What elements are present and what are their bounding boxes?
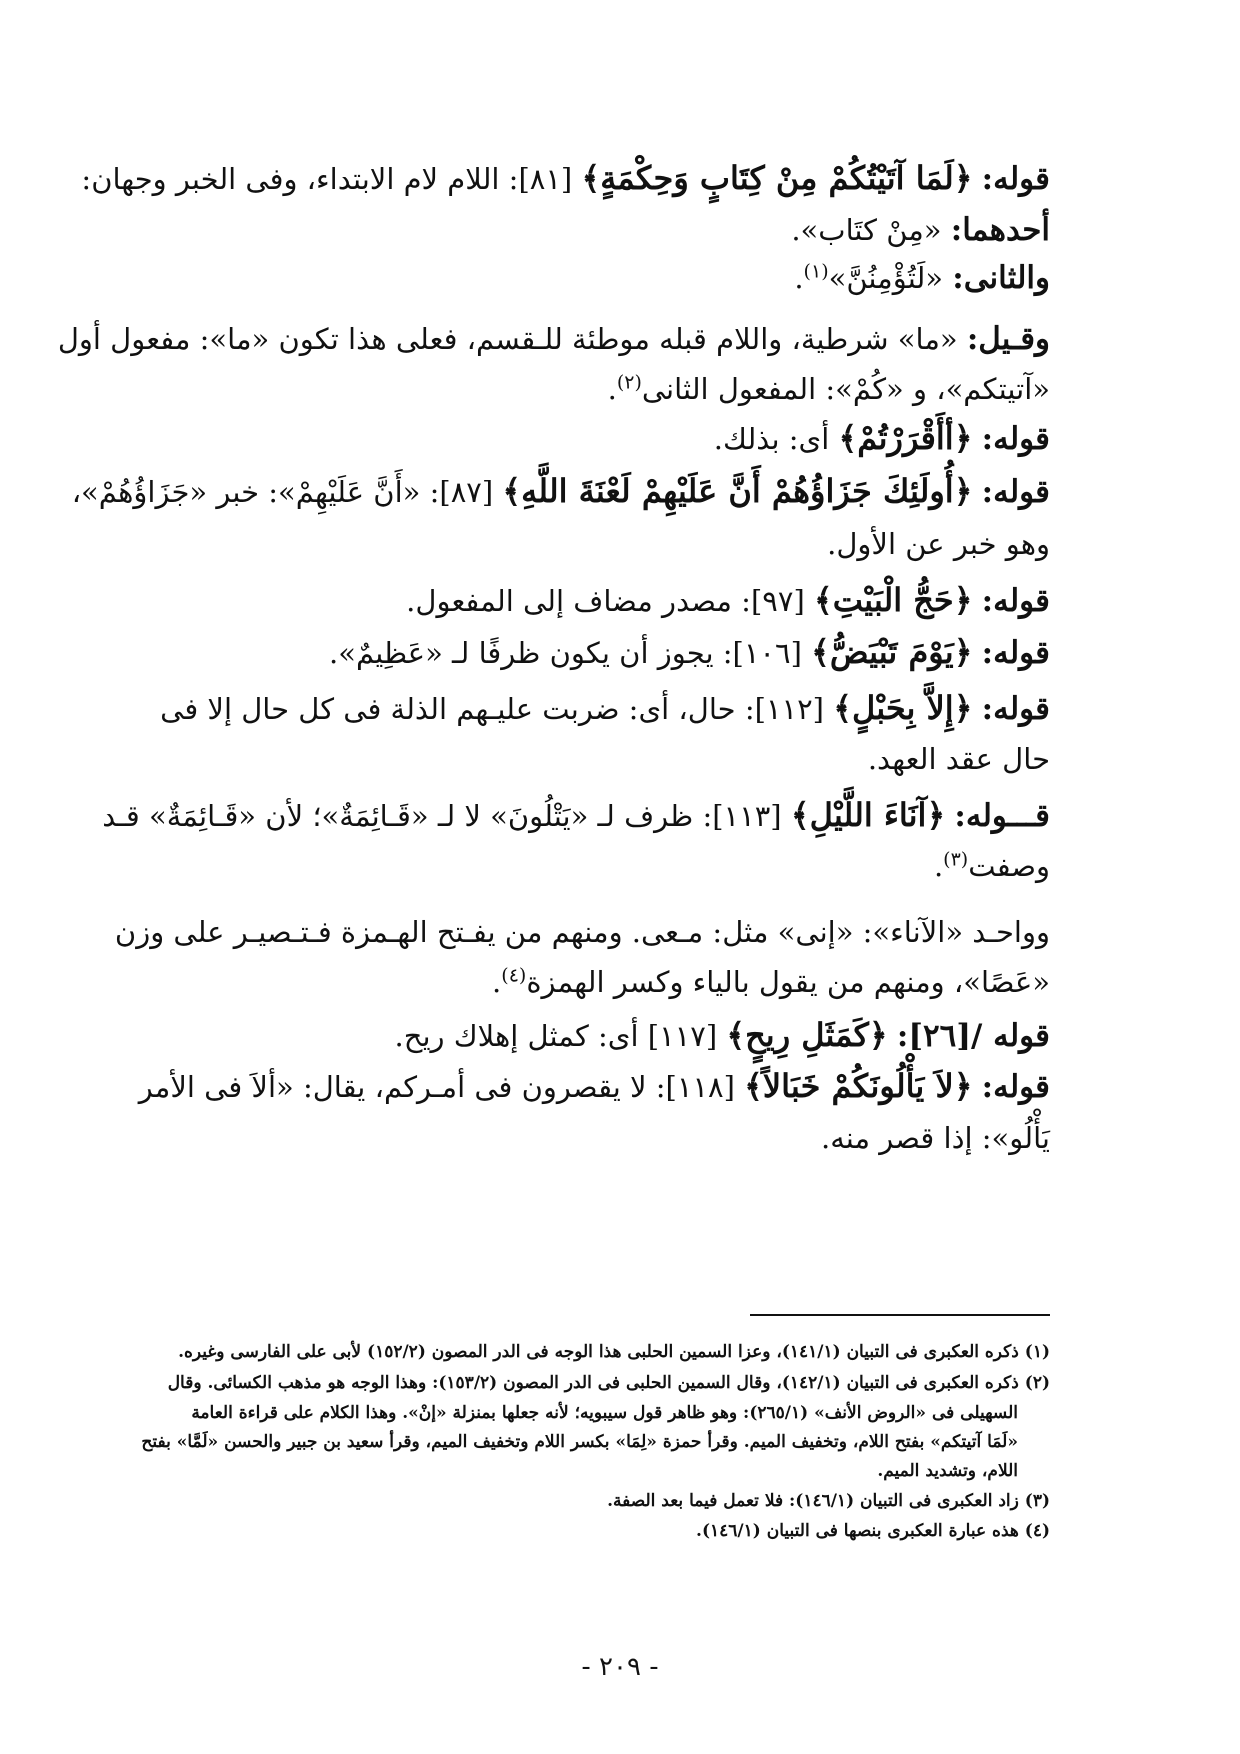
text-line-10: قوله: ﴿يَوْمَ تَبْيَضُّ﴾ [١٠٦]: يجوز أن يكون ظرفًا لـ «عَظِيمٌ».: [328, 633, 1050, 671]
quran-verse: ﴿لاَ يَأْلُونَكُمْ خَبَالاً﴾: [744, 1067, 973, 1105]
page-number: - ٢٠٩ -: [581, 1652, 659, 1682]
text-line-1: قوله: ﴿لَمَا آتَيْتُكُمْ مِنْ كِتَابٍ وَحِكْمَةٍ﴾ [٨١]: اللام لام الابتداء، وفى الخبر وجهان:: [81, 159, 1050, 197]
text-line-4: وقـيل: «ما» شرطية، واللام قبله موطئة للـقسم، فعلى هذا تكون «ما»: مفعول أول: [57, 321, 1050, 357]
quran-verse: ﴿أُولَئِكَ جَزَاؤُهُمْ أَنَّ عَلَيْهِمْ لَعْنَةَ اللَّهِ﴾: [502, 472, 973, 510]
footnote-3: (٣) زاد العكبرى فى التبيان (١٤٦/١): فلا تعمل فيما بعد الصفة.: [607, 1491, 1050, 1511]
quran-verse: ﴿يَوْمَ تَبْيَضُّ﴾: [811, 633, 973, 671]
footnote-2-line-2: السهيلى فى «الروض الأنف» (٢٦٥/١): وهو ظاهر قول سيبويه؛ لأنه جعلها بمنزلة «إنْ». وهذا الكلام على قراءة العامة: [191, 1403, 1018, 1423]
text-line-9: قوله: ﴿حَجُّ الْبَيْتِ﴾ [٩٧]: مصدر مضاف إلى المفعول.: [406, 581, 1050, 619]
quran-verse: ﴿أأَقْرَرْتُمْ﴾: [838, 419, 973, 457]
footnote-ref[interactable]: (١): [803, 260, 829, 283]
quran-verse: ﴿إِلاَّ بِحَبْلٍ﴾: [833, 689, 973, 727]
text-line-2: أحدهما: «مِنْ كتَاب».: [791, 212, 1050, 248]
footnote-ref[interactable]: (٣): [943, 848, 969, 871]
footnote-2: (٢) ذكره العكبرى فى التبيان (١٤٢/١)، وقال السمين الحلبى فى الدر المصون (١٥٣/٢): وهذا الوجه هو مذهب الكسائى. وقال: [167, 1373, 1050, 1393]
text-line-16: «عَصًا»، ومنهم من يقول بالياء وكسر الهمزة$^{(٤)}$.: [492, 964, 1050, 999]
text-line-3: والثانى: «لَتُؤْمِنُنَّ»$^{(١)}$.: [794, 260, 1050, 296]
text-line-13: قـــوله: ﴿آنَاءَ اللَّيْلِ﴾ [١١٣]: ظرف لـ «يَتْلُونَ» لا لـ «قَـائِمَةٌ»؛ لأن «قَـائِمَةٌ» قـد: [102, 796, 1050, 834]
text-line-6: قوله: ﴿أأَقْرَرْتُمْ﴾ أى: بذلك.: [713, 419, 1050, 457]
footnote-ref[interactable]: (٢): [616, 371, 642, 394]
footnote-divider: [750, 1314, 1050, 1316]
text-line-12: حال عقد العهد.: [867, 742, 1050, 776]
quran-verse: ﴿كَمَثَلِ رِيحٍ﴾: [726, 1016, 888, 1054]
quran-verse: ﴿لَمَا آتَيْتُكُمْ مِنْ كِتَابٍ وَحِكْمَةٍ﴾: [581, 159, 973, 197]
text-line-18: قوله: ﴿لاَ يَأْلُونَكُمْ خَبَالاً﴾ [١١٨]: لا يقصرون فى أمـركم، يقال: «ألاَ فى الأمر: [138, 1067, 1050, 1105]
footnote-1: (١) ذكره العكبرى فى التبيان (١٤١/١)، وعزا السمين الحلبى هذا الوجه فى الدر المصون (١٥٢/٢) لأبى على الفارسى وغيره.: [178, 1342, 1050, 1362]
text-line-14: وصفت$^{(٣)}$.: [933, 848, 1050, 883]
text-line-7: قوله: ﴿أُولَئِكَ جَزَاؤُهُمْ أَنَّ عَلَيْهِمْ لَعْنَةَ اللَّهِ﴾ [٨٧]: «أَنَّ عَلَيْهِمْ»: خبر «جَزَاؤُهُمْ»،: [71, 472, 1050, 510]
quran-verse: ﴿حَجُّ الْبَيْتِ﴾: [813, 581, 973, 619]
footnote-4: (٤) هذه عبارة العكبرى بنصها فى التبيان (١٤٦/١).: [696, 1521, 1050, 1541]
text-line-15: وواحـد «الآناء»: «إنى» مثل: مـعى. ومنهم من يفـتح الهـمزة فـتـصيـر على وزن: [114, 915, 1050, 949]
text-line-19: يَأْلُو»: إذا قصر منه.: [821, 1121, 1050, 1155]
quran-verse: ﴿آنَاءَ اللَّيْلِ﴾: [790, 796, 946, 834]
footnote-2-line-3: «لَمَا آتيتكم» بفتح اللام، وتخفيف الميم. وقرأ حمزة «لِمَا» بكسر اللام وتخفيف الميم، وقرأ سعيد بن جبير والحسن «لَمَّا» بفتح: [141, 1432, 1018, 1452]
footnote-2-line-4: اللام، وتشديد الميم.: [877, 1461, 1018, 1481]
text-line-8: وهو خبر عن الأول.: [827, 527, 1050, 561]
footnote-ref[interactable]: (٤): [501, 964, 527, 987]
text-line-5: «آتيتكم»، و «كُمْ»: المفعول الثانى$^{(٢)}$.: [607, 371, 1050, 406]
text-line-11: قوله: ﴿إِلاَّ بِحَبْلٍ﴾ [١١٢]: حال، أى: ضربت عليـهم الذلة فى كل حال إلا فى: [160, 689, 1050, 727]
text-line-17: قوله /[٢٦]: ﴿كَمَثَلِ رِيحٍ﴾ [١١٧] أى: كمثل إهلاك ريح.: [394, 1016, 1050, 1054]
